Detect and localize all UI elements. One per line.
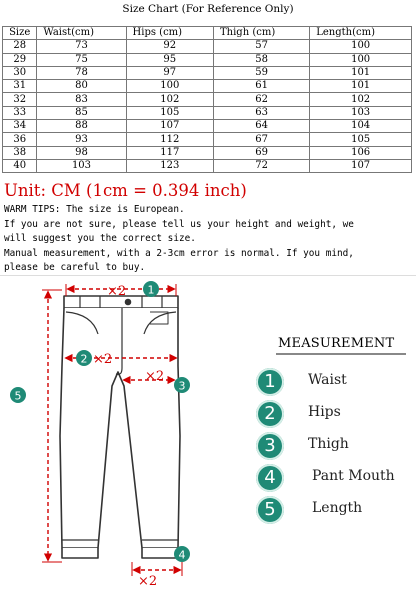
col-header-size: Size xyxy=(3,27,37,40)
table-cell: 88 xyxy=(37,120,126,133)
table-cell: 100 xyxy=(126,80,213,93)
table-cell: 101 xyxy=(310,66,412,79)
tip-line: please be careful to buy. xyxy=(4,262,146,274)
warm-tips xyxy=(4,203,414,276)
table-cell: 83 xyxy=(37,93,126,106)
table-cell: 107 xyxy=(126,120,213,133)
col-header-hips: Hips (cm) xyxy=(126,27,213,40)
table-cell: 102 xyxy=(310,93,412,106)
table-cell: 80 xyxy=(37,80,126,93)
thigh-multiplier: ×2 xyxy=(145,369,165,384)
table-cell: 36 xyxy=(3,133,37,146)
table-cell: 31 xyxy=(3,80,37,93)
legend-label-hips: Hips xyxy=(308,404,341,420)
table-cell: 73 xyxy=(37,40,126,53)
hips-multiplier: ×2 xyxy=(93,352,113,367)
table-cell: 85 xyxy=(37,106,126,119)
legend-underline xyxy=(276,353,406,355)
table-cell: 117 xyxy=(126,146,213,159)
table-row xyxy=(3,93,412,106)
marker-3-number: 3 xyxy=(178,379,186,393)
table-row xyxy=(3,80,412,93)
marker-1-icon xyxy=(143,281,159,297)
table-row xyxy=(3,133,412,146)
table-cell: 105 xyxy=(310,133,412,146)
table-cell: 103 xyxy=(310,106,412,119)
measurement-legend-title: MEASUREMENT xyxy=(278,336,395,351)
table-cell: 61 xyxy=(214,80,310,93)
table-cell: 75 xyxy=(37,53,126,66)
pant-mouth-multiplier: ×2 xyxy=(138,574,158,589)
table-cell: 107 xyxy=(310,159,412,172)
tip-line: will suggest you the correct size. xyxy=(4,233,196,245)
marker-3-icon xyxy=(174,377,190,393)
size-chart-table xyxy=(2,26,412,173)
col-header-waist: Waist(cm) xyxy=(37,27,126,40)
marker-2-number: 2 xyxy=(80,352,88,366)
legend-label-thigh: Thigh xyxy=(308,436,349,452)
marker-5-number: 5 xyxy=(14,389,22,403)
table-cell: 92 xyxy=(126,40,213,53)
table-cell: 38 xyxy=(3,146,37,159)
table-cell: 67 xyxy=(214,133,310,146)
table-cell: 33 xyxy=(3,106,37,119)
table-row xyxy=(3,66,412,79)
table-cell: 28 xyxy=(3,40,37,53)
table-cell: 123 xyxy=(126,159,213,172)
table-cell: 97 xyxy=(126,66,213,79)
table-cell: 112 xyxy=(126,133,213,146)
table-row xyxy=(3,146,412,159)
tip-line: WARM TIPS: The size is European. xyxy=(4,204,185,215)
legend-label-length: Length xyxy=(312,500,363,516)
table-cell: 64 xyxy=(214,120,310,133)
marker-4-icon xyxy=(174,546,190,562)
pants-measurement-diagram xyxy=(0,276,416,593)
marker-5-icon xyxy=(10,387,26,403)
table-row xyxy=(3,53,412,66)
waist-multiplier: ×2 xyxy=(107,284,127,299)
unit-conversion-note: Unit: CM (1cm = 0.394 inch) xyxy=(4,181,247,200)
tip-line: Manual measurement, with a 2-3cm error is normal. If you mind, xyxy=(4,247,354,259)
marker-1-number: 1 xyxy=(147,283,155,297)
col-header-length: Length(cm) xyxy=(310,27,412,40)
table-cell: 30 xyxy=(3,66,37,79)
table-cell: 106 xyxy=(310,146,412,159)
legend-number-3: 3 xyxy=(256,432,284,460)
table-cell: 93 xyxy=(37,133,126,146)
pants-outline-icon xyxy=(60,296,180,558)
legend-label-waist: Waist xyxy=(308,372,347,388)
table-cell: 78 xyxy=(37,66,126,79)
table-cell: 104 xyxy=(310,120,412,133)
table-cell: 40 xyxy=(3,159,37,172)
table-cell: 59 xyxy=(214,66,310,79)
table-cell: 63 xyxy=(214,106,310,119)
table-cell: 100 xyxy=(310,53,412,66)
table-cell: 98 xyxy=(37,146,126,159)
table-cell: 58 xyxy=(214,53,310,66)
table-cell: 105 xyxy=(126,106,213,119)
table-cell: 102 xyxy=(126,93,213,106)
table-row xyxy=(3,40,412,53)
table-cell: 62 xyxy=(214,93,310,106)
table-cell: 69 xyxy=(214,146,310,159)
table-cell: 32 xyxy=(3,93,37,106)
legend-number-5: 5 xyxy=(256,496,284,524)
legend-number-4: 4 xyxy=(256,464,284,492)
table-cell: 29 xyxy=(3,53,37,66)
col-header-thigh: Thigh (cm) xyxy=(214,27,310,40)
marker-2-icon xyxy=(76,350,92,366)
table-row xyxy=(3,120,412,133)
size-chart-title: Size Chart (For Reference Only) xyxy=(122,3,294,15)
legend-label-pant-mouth: Pant Mouth xyxy=(312,468,395,484)
table-cell: 103 xyxy=(37,159,126,172)
table-cell: 57 xyxy=(214,40,310,53)
table-row xyxy=(3,106,412,119)
table-cell: 72 xyxy=(214,159,310,172)
tip-line: If you are not sure, please tell us your height and weight, we xyxy=(4,218,354,230)
table-header-row xyxy=(3,27,412,40)
marker-4-number: 4 xyxy=(178,548,186,562)
table-cell: 100 xyxy=(310,40,412,53)
table-cell: 34 xyxy=(3,120,37,133)
legend-number-2: 2 xyxy=(256,400,284,428)
table-cell: 101 xyxy=(310,80,412,93)
legend-number-1: 1 xyxy=(256,368,284,396)
table-row xyxy=(3,159,412,172)
table-cell: 95 xyxy=(126,53,213,66)
